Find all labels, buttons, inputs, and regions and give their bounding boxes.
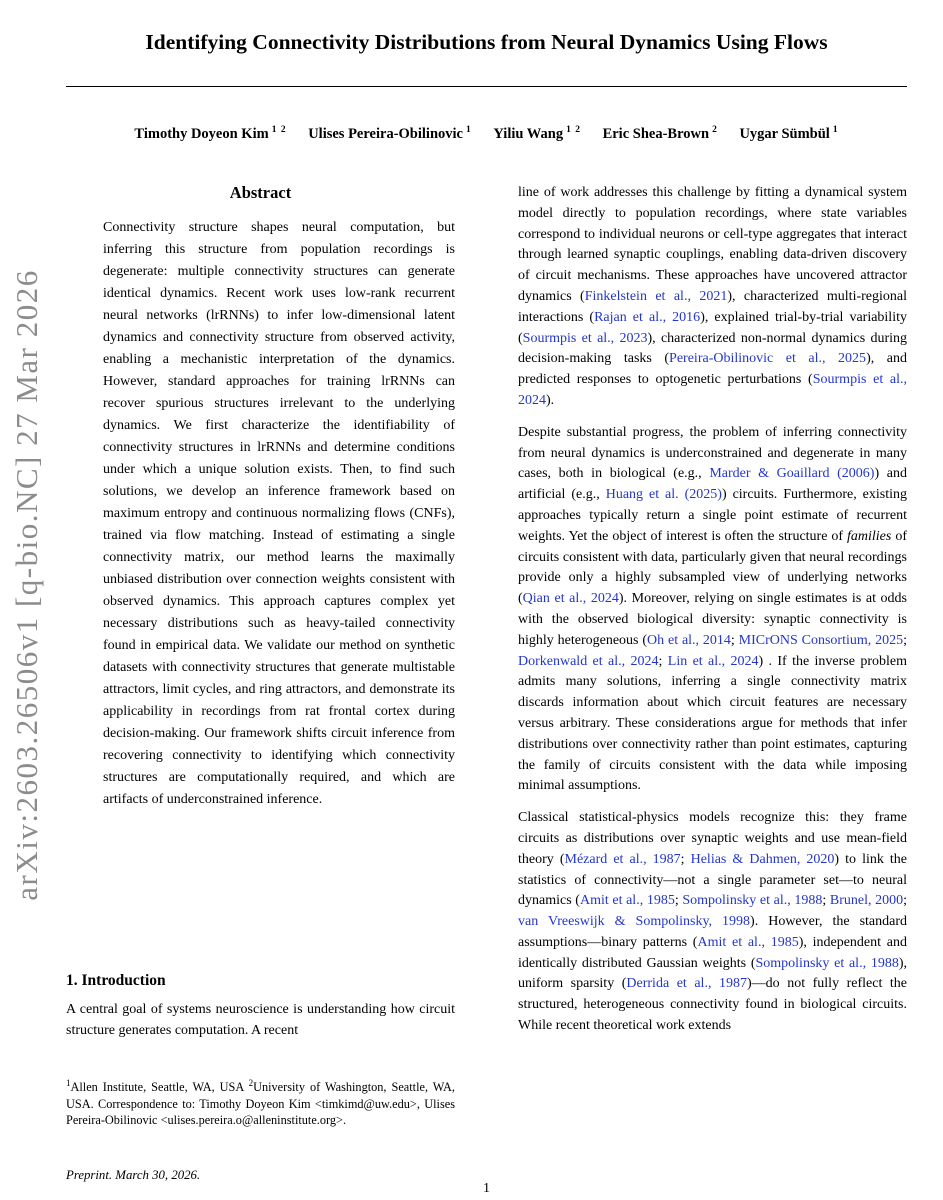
author-affiliation-marker: 1 2	[271, 125, 287, 135]
author	[308, 126, 472, 142]
citation-link[interactable]: van Vreeswijk & Sompolinsky, 1998	[518, 914, 751, 930]
citation-link[interactable]: MICrONS Consortium, 2025	[738, 632, 904, 648]
abstract-text: Connectivity structure shapes neural computation, but inferring this structure from population recordings is degenerate: multiple connectivity structures can generate identical dynamics. Recent work uses low-rank recurrent neural networks (lrRNNs) to infer low-dimensional latent dynamics and connectivity structure from observed activity, enabling a mechanistic interpretation of the dynamics. However, standard approaches for training lrRNNs can recover spurious structures irrelevant to the underlying dynamics. We first characterize the identifiability of connectivity structures in lrRNNs and determine conditions under which a unique solution exists. Then, to find such solutions, we develop an inference framework based on maximum entropy and continuous normalizing flows (CNFs), trained via flow matching. Instead of estimating a single connectivity matrix, our method learns the maximally unbiased distribution over connection weights consistent with observed dynamics. This approach captures complex yet necessary distributions such as heavy-tailed connectivity found in empirical data. We validate our method on synthetic datasets with connectivity structures that generate multistable attractors, limit cycles, and ring attractors, and demonstrate its applicability in recordings from rat frontal cortex during decision-making. Our framework shifts circuit inference from recovering connectivity to identifying which connectivity structures are computationally required, and which are artifacts of underconstrained inference.	[103, 220, 455, 807]
authors-line	[66, 125, 907, 143]
citation-link[interactable]: Sourmpis et al., 2024	[518, 372, 908, 408]
author-name: Eric Shea-Brown	[602, 125, 710, 142]
page-number: 1	[483, 1181, 490, 1196]
author	[603, 126, 718, 142]
left-column	[66, 183, 455, 811]
citation-link[interactable]: Sourmpis et al., 2023	[522, 330, 648, 346]
citation-link[interactable]: Sompolinsky et al., 1988	[682, 893, 823, 909]
right-column	[518, 183, 907, 1048]
paragraph: line of work addresses this challenge by fitting a dynamical system model directly to population recordings, where state variables correspond to individual neurons or cell-type aggregates that interact through learned synaptic couplings, enabling data-driven discovery of circuit mechanisms. These approaches have uncovered attractor dynamics (Finkelstein et al., 2021), characterized multi-regional interactions (Rajan et al., 2016), explained trial-by-trial variability (Sourmpis et al., 2023), characterized non-normal dynamics during decision-making tasks (Pereira-Obilinovic et al., 2025), and predicted responses to optogenetic perturbations (Sourmpis et al., 2024).	[518, 185, 908, 408]
introduction-section	[66, 972, 455, 1042]
author-name: Timothy Doyeon Kim	[134, 125, 269, 142]
author	[739, 126, 838, 142]
section-heading-introduction: 1. Introduction	[66, 972, 166, 989]
author-affiliation-marker: 1	[465, 125, 472, 135]
author-affiliation-marker: 1	[832, 125, 839, 135]
abstract-heading: Abstract	[229, 183, 292, 202]
author-affiliation-marker: 1 2	[566, 125, 581, 135]
arxiv-watermark: arXiv:2603.26506v1 [q-bio.NC] 27 Mar 2026	[9, 269, 44, 901]
affiliation-footnote: $^1$Allen Institute, Seattle, WA, USA $^2$University of Washington, Seattle, WA, USA. Correspondence to: Timothy Doyeon Kim <timkimd@uw.edu>, Ulises Pereira-Obilinovic <ulises.pereira.o@alleninstitute.org>.	[66, 1078, 455, 1128]
paragraph: Despite substantial progress, the problem of inferring connectivity from neural dynamics is underconstrained and degenerate in many cases, both in biological (e.g., Marder & Goaillard (2006)) and artificial (e.g., Huang et al. (2025)) circuits. Furthermore, existing approaches typically return a single point estimate of recurrent weights. Yet the object of interest is often the structure of families of circuits consistent with data, particularly given that neural recordings provide only a highly subsampled view of underlying networks (Qian et al., 2024). Moreover, relying on single estimates is at odds with the observed biological diversity: synaptic connectivity is highly heterogeneous (Oh et al., 2014; MICrONS Consortium, 2025; Dorkenwald et al., 2024; Lin et al., 2024) . If the inverse problem admits many solutions, inferring a single connectivity matrix discards information about which circuit features are necessary versus arbitrary. These considerations argue for methods that infer distributions over connectivity rather than point estimates, capturing the family of circuits consistent with the data while imposing minimal assumptions.	[518, 424, 908, 794]
preprint-note: Preprint. March 30, 2026.	[66, 1168, 201, 1182]
emphasis-text: families	[847, 528, 892, 544]
author	[134, 126, 286, 142]
title-divider	[66, 86, 907, 87]
footnote-marker: 1	[66, 1078, 71, 1088]
citation-link[interactable]: Rajan et al., 2016	[594, 309, 701, 325]
citation-link[interactable]: Brunel, 2000	[829, 893, 904, 909]
citation-link[interactable]: Finkelstein et al., 2021	[584, 288, 728, 304]
citation-link[interactable]: Oh et al., 2014	[647, 632, 731, 648]
author-name: Yiliu Wang	[493, 125, 564, 142]
paper-title: Identifying Connectivity Distributions from Neural Dynamics Using Flows	[145, 30, 828, 54]
citation-link[interactable]: Lin et al., 2024	[667, 653, 759, 669]
author-name: Uygar Sümbül	[739, 125, 830, 142]
citation-link[interactable]: Huang et al. (2025)	[605, 487, 722, 503]
citation-link[interactable]: Amit et al., 1985	[579, 893, 675, 909]
intro-paragraph: A central goal of systems neuroscience is understanding how circuit structure generates computation. A recent	[66, 1002, 455, 1038]
paragraph: Classical statistical-physics models recognize this: they frame circuits as distributions over synaptic weights and use mean-field theory (Mézard et al., 1987; Helias & Dahmen, 2020) to link the statistics of connectivity—not a single parameter set—to neural dynamics (Amit et al., 1985; Sompolinsky et al., 1988; Brunel, 2000; van Vreeswijk & Sompolinsky, 1998). However, the standard assumptions—binary patterns (Amit et al., 1985), independent and identically distributed Gaussian weights (Sompolinsky et al., 1988), uniform sparsity (Derrida et al., 1987)—do not fully reflect the structured, heterogeneous connectivity found in biological circuits. While recent theoretical work extends	[518, 810, 908, 1034]
citation-link[interactable]: Derrida et al., 1987	[626, 976, 747, 992]
footnote-marker: 2	[248, 1078, 254, 1088]
citation-link[interactable]: Amit et al., 1985	[697, 934, 799, 950]
citation-link[interactable]: Helias & Dahmen, 2020	[690, 851, 835, 867]
citation-link[interactable]: Qian et al., 2024	[522, 591, 619, 607]
citation-link[interactable]: Dorkenwald et al., 2024	[518, 653, 659, 669]
citation-link[interactable]: Mézard et al., 1987	[564, 851, 681, 867]
author	[493, 126, 581, 142]
author-affiliation-marker: 2	[712, 125, 718, 135]
citation-link[interactable]: Pereira-Obilinovic et al., 2025	[669, 351, 867, 367]
author-name: Ulises Pereira-Obilinovic	[308, 125, 463, 142]
citation-link[interactable]: Marder & Goaillard (2006)	[709, 466, 875, 482]
citation-link[interactable]: Sompolinsky et al., 1988	[755, 955, 899, 971]
